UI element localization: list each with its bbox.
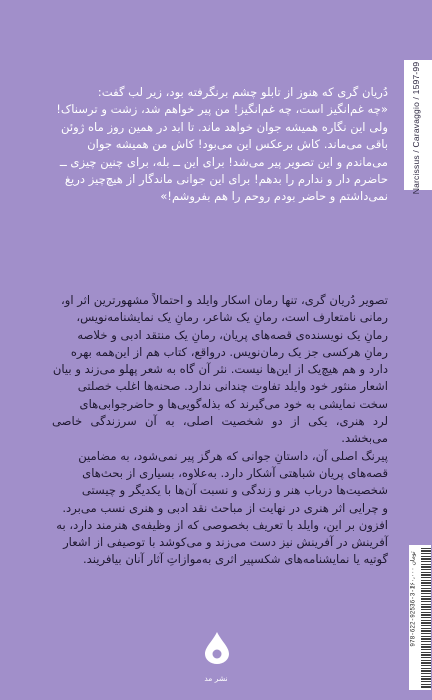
description-line: آفرینش در آفرینش نیز دست می‌زند و می‌کوشد با توصیفی از اشعار <box>63 535 388 550</box>
description-line: اشعار منثور خود وایلد تفاوت چندانی ندارد. صحنه‌ها اغلب خصلتی <box>77 379 388 394</box>
description-line: تصویر دُریان گری، تنها رمان اسکار وایلد و احتمالاً مشهورترین اثر او، <box>61 293 388 307</box>
cover-art-credit: Narcissus / Caravaggio / 1597-99 <box>411 61 421 195</box>
publisher-name: نشر مد <box>204 674 228 683</box>
quote-line: می‌ماندم و این تصویر پیر می‌شد! برای این ــ بله، برای چنین چیزی ــ <box>59 154 388 169</box>
quote-line: ولی این نگاره همیشه جوان خواهد ماند. تا ابد در همین روز ماه ژوئن <box>61 119 388 134</box>
barcode <box>421 548 431 688</box>
description-line: رمانِ یک نویسنده‌ی قصه‌های پریان، رمانِ یک منتقد ادبی و خلاصه <box>77 327 388 342</box>
quote-line: دُریان گری که هنوز از تابلو چشم برنگرفته بود، زیر لب گفت: <box>97 85 388 99</box>
description-line: و چرایی اثر هنری در نهایت از مباحث نقد ادبی و هنری نسب می‌برد. <box>62 500 388 515</box>
description-line: قصه‌های پریان شباهتی آشکار دارد. به‌علاوه، بسیاری از بحث‌های <box>82 465 388 480</box>
book-description <box>52 292 388 569</box>
quote-line: نمی‌داشتم و حاضر بودم روحم را هم بفروشم!» <box>160 189 388 204</box>
description-line: شخصیت‌ها درباب هنر و زندگی و نسبت آن‌ها با یکدیگر و چیستی <box>81 483 388 498</box>
drop-logo-icon <box>203 630 231 664</box>
quote-line: باقی می‌ماند. کاش برعکس این می‌بود! کاش من همیشه جوان <box>87 137 388 152</box>
excerpt-quote <box>52 84 388 206</box>
price-label: ۱۶۰,۰۰۰ تومان <box>409 551 417 589</box>
description-line: سخت نمایشی به خود می‌گیرند که بذله‌گویی‌ها و حاضرجوابی‌های <box>79 396 388 411</box>
description-line: دارد و هم هیچ‌یک از این‌ها نیست. نثر آن گاه به شعر پهلو می‌زند و بیان <box>52 362 388 377</box>
publisher-logo <box>203 630 231 664</box>
description-line: رمانِ هرکسی جز یک رمان‌نویس. درواقع، کتاب هم از این‌همه بهره <box>70 344 388 359</box>
isbn-number: 978-622-92536-3-2 <box>409 585 417 647</box>
description-line: افزون بر این، وایلد با تعریف بخصوصی که از وظیفه‌ی هنرمند دارد، به <box>56 517 388 532</box>
description-line: پیرنگ اصلی آن، داستانِ جوانی که هرگز پیر نمی‌شود، به مضامین <box>78 448 388 463</box>
quote-line: حاضرم دار و ندارم را بدهم! برای این جوانی ماندگار از هیچ‌چیز دریغ <box>64 172 388 187</box>
description-line: لرد هنری، یکی از دو شخصیت اصلی، به آن سرزندگی خاصی می‌بخشد. <box>52 414 388 446</box>
description-line: رمانی نامتعارف است، رمانِ یک شاعر، رمانِ یک نمایشنامه‌نویس، <box>76 310 388 325</box>
description-line: گوتیه یا نمایشنامه‌های شکسپیر اثری به‌موازاتِ آثار آنان بیافریند. <box>82 552 388 567</box>
quote-line: «چه غم‌انگیز است، چه غم‌انگیز! من پیر خواهم شد، زشت و ترسناک! <box>56 102 388 117</box>
